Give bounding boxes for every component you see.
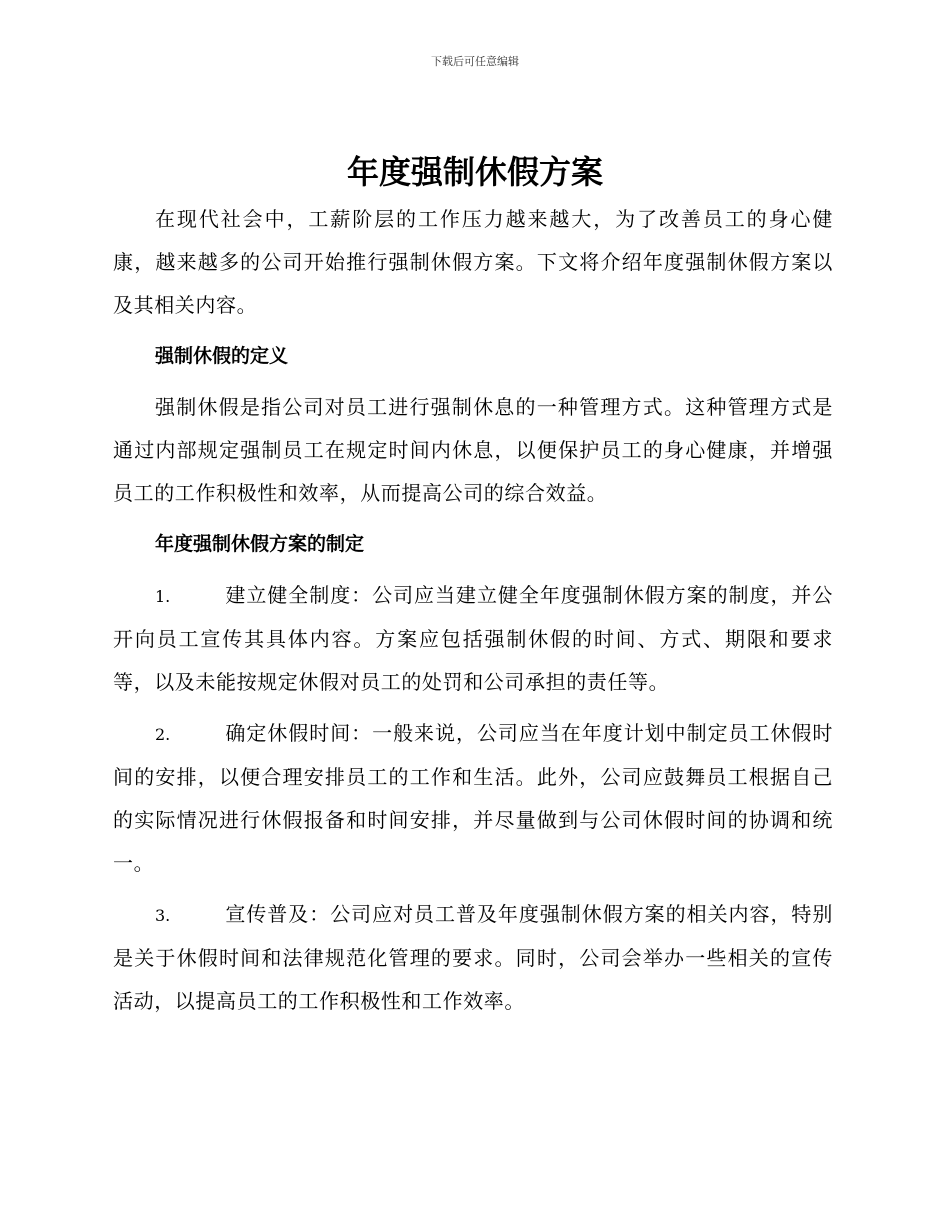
intro-paragraph: 在现代社会中，工薪阶层的工作压力越来越大，为了改善员工的身心健康，越来越多的公司开始推行强制休假方案。下文将介绍年度强制休假方案以及其相关内容。: [113, 207, 833, 317]
definition-paragraph: 强制休假是指公司对员工进行强制休息的一种管理方式。这种管理方式是通过内部规定强制员工在规定时间内休息，以便保护员工的身心健康，并增强员工的工作积极性和效率，从而提高公司的综合效益。: [113, 395, 833, 505]
list-item-text: 确定休假时间：一般来说，公司应当在年度计划中制定员工休假时间的安排，以便合理安排员工的工作和生活。此外，公司应鼓舞员工根据自己的实际情况进行休假报备和时间安排，并尽量做到与公司休假时间的协调和统一。: [113, 721, 833, 875]
list-item-text: 建立健全制度：公司应当建立健全年度强制休假方案的制度，并公开向员工宣传其具体内容。方案应包括强制休假的时间、方式、期限和要求等，以及未能按规定休假对员工的处罚和公司承担的责任等。: [113, 583, 833, 694]
header-note: 下载后可任意编辑: [431, 55, 519, 68]
list-item-number: 3.: [155, 906, 171, 925]
list-item-text: 宣传普及：公司应对员工普及年度强制休假方案的相关内容，特别是关于休假时间和法律规范化管理的要求。同时，公司会举办一些相关的宣传活动，以提高员工的工作积极性和工作效率。: [113, 902, 833, 1013]
list-item: [113, 574, 833, 704]
document-body: [113, 198, 833, 1031]
list-item: [113, 712, 833, 885]
list-item-number: 1.: [155, 587, 171, 606]
document-title: 年度强制休假方案: [346, 153, 603, 191]
list-item: [113, 893, 833, 1023]
list-item-number: 2.: [155, 725, 171, 744]
section-heading-definition: 强制休假的定义: [155, 345, 289, 367]
section-heading-formulation: 年度强制休假方案的制定: [155, 533, 365, 555]
